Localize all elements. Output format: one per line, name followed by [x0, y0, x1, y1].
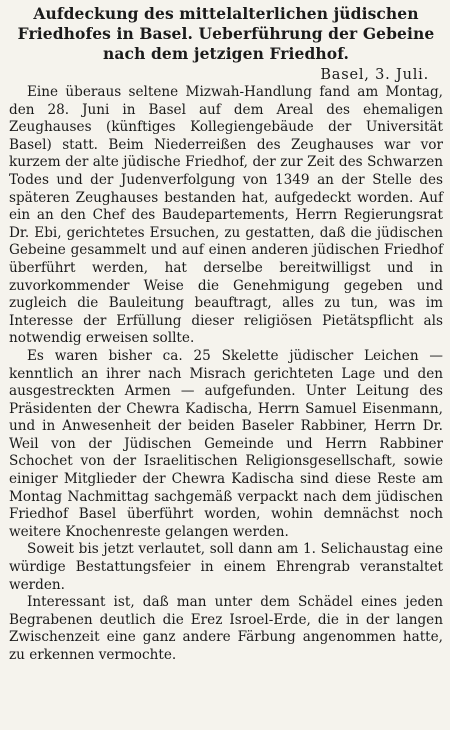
article-headline [9, 4, 443, 64]
article-paragraph-2: Es waren bisher ca. 25 Skelette jüdischer Leichen — kenntlich an ihrer nach Misrach gerichteten Lage und den ausgestreckten Armen — aufgefunden. Unter Leitung des Präsidenten der Chewra Kadischa, Herrn Samuel Eisenmann, und in Anwesenheit der beiden Baseler Rabbiner, Herrn Dr. Weil von der Jüdischen Gemeinde und Herrn Rabbiner Schochet von der Israelitischen Religionsgesellschaft, sowie einiger Mitglieder der Chewra Kadischa sind diese Reste am Montag Nachmittag sachgemäß verpackt nach dem jüdischen Friedhof Basel überführt worden, wohin demnächst noch weitere Knochenreste gelangen werden. [9, 347, 443, 540]
headline-line-2: Friedhofes in Basel. Ueberführung der Gebeine [17, 24, 435, 43]
article-body [9, 84, 443, 665]
article-paragraph-4: Interessant ist, daß man unter dem Schädel eines jeden Begrabenen deutlich die Erez Isroel-Erde, die in der langen Zwischenzeit eine ganz andere Färbung angenommen hatte, zu erkennen vermochte. [9, 594, 443, 663]
headline-line-3: nach dem jetzigen Friedhof. [103, 44, 349, 63]
article-paragraph-3: Soweit bis jetzt verlautet, soll dann am 1. Selichaustag eine würdige Bestattungsfeier in einem Ehrengrab veranstaltet werden. [9, 541, 443, 593]
headline-line-1: Aufdeckung des mittelalterlichen jüdischen [33, 4, 419, 23]
article-dateline: Basel, 3. Juli. [320, 67, 429, 83]
article-paragraph-1: Eine überaus seltene Mizwah-Handlung fand am Montag, den 28. Juni in Basel auf dem Areal des ehemaligen Zeughauses (künftiges Kollegiengebäude der Universität Basel) statt. Beim Niederreißen des Zeughauses war vor kurzem der alte jüdische Friedhof, der zur Zeit des Schwarzen Todes und der Judenverfolgung von 1349 an der Stelle des späteren Zeughauses bestanden hat, aufgedeckt worden. Auf ein an den Chef des Baudepartements, Herrn Regierungsrat Dr. Ebi, gerichtetes Ersuchen, zu gestatten, daß die jüdischen Gebeine gesammelt und auf einen anderen jüdischen Friedhof überführt werden, hat derselbe bereitwilligst und in zuvorkommender Weise die Genehmigung gegeben und zugleich die Bauleitung beauftragt, alles zu tun, was im Interesse der Erfüllung dieser religiösen Pietätspflicht als notwendig erweisen sollte. [9, 84, 443, 347]
